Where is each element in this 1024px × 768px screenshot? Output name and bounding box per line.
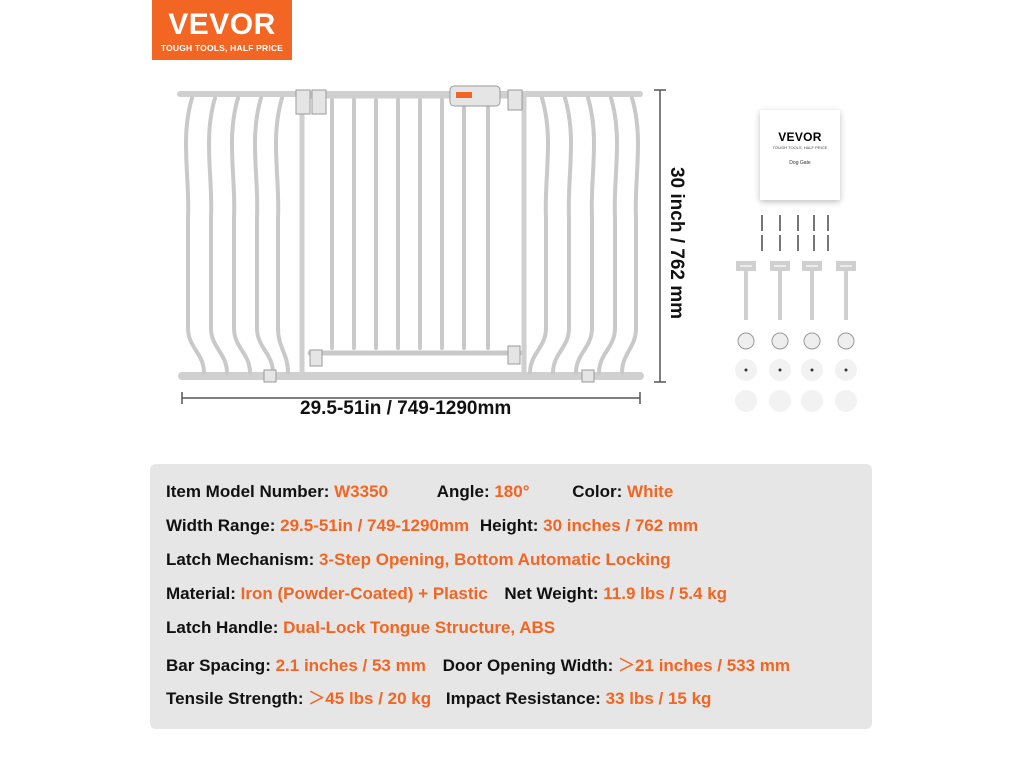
spec-row	[166, 482, 673, 502]
brand-tagline: TOUGH TOOLS, HALF PRICE	[160, 43, 284, 53]
manual-title: Dog Gate	[789, 160, 811, 166]
spec-row	[166, 684, 711, 709]
manual-brand: VEVOR	[778, 130, 822, 144]
width-dimension-label: 29.5-51in / 749-1290mm	[300, 398, 512, 419]
spec-width-range: Width Range: 29.5-51in / 749-1290mm	[166, 516, 470, 535]
spec-material: Material: Iron (Powder-Coated) + Plastic	[166, 584, 488, 603]
locking-nuts	[738, 333, 854, 349]
screws	[762, 215, 828, 251]
spec-net-weight: Net Weight: 11.9 lbs / 5.4 kg	[504, 584, 728, 603]
spec-bar-spacing: Bar Spacing: 2.1 inches / 53 mm	[166, 656, 426, 675]
spec-latch-handle: Latch Handle: Dual-Lock Tongue Structure, ABS	[166, 618, 556, 637]
spec-row	[166, 550, 671, 570]
brand-logo	[152, 0, 292, 60]
spec-row	[166, 651, 790, 676]
spec-row	[166, 516, 698, 536]
instruction-manual	[760, 110, 840, 200]
spec-height: Height: 30 inches / 762 mm	[479, 516, 699, 535]
spec-row	[166, 618, 555, 638]
specifications-panel	[150, 464, 872, 729]
spec-color: Color: White	[572, 482, 674, 501]
manual-tagline: TOUGH TOOLS, HALF PRICE	[772, 145, 828, 150]
height-dimension-label: 30 inch / 762 mm	[666, 166, 687, 320]
brand-name: VEVOR	[168, 8, 276, 41]
hardware-accessories	[720, 205, 880, 425]
wall-cups	[735, 359, 857, 412]
spec-row	[166, 584, 727, 604]
spec-model: Item Model Number: W3350	[166, 482, 388, 501]
spec-door-opening-width: Door Opening Width: ＞21 inches / 533 mm	[442, 656, 791, 675]
spec-tensile-strength: Tensile Strength: ＞45 lbs / 20 kg	[166, 689, 432, 708]
threaded-spindles	[738, 263, 854, 320]
spec-angle: Angle: 180°	[436, 482, 530, 501]
gate-illustration	[170, 78, 700, 428]
spec-latch-mechanism: Latch Mechanism: 3-Step Opening, Bottom Automatic Locking	[166, 550, 671, 569]
spec-impact-resistance: Impact Resistance: 33 lbs / 15 kg	[445, 689, 712, 708]
